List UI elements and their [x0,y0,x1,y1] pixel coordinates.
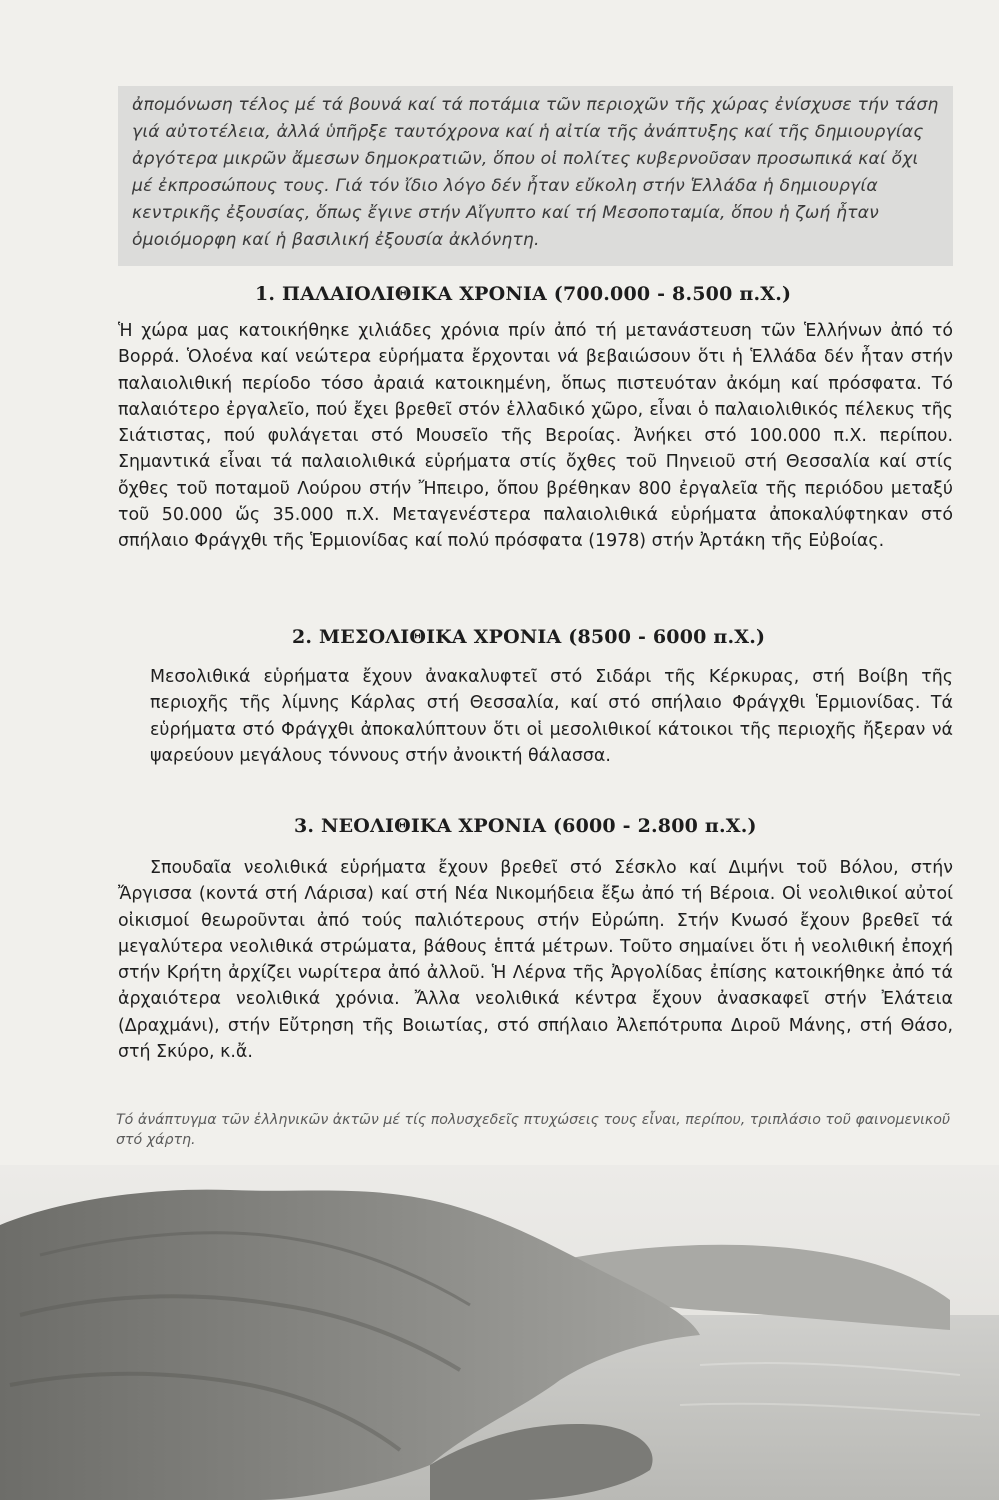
coastline-photo [0,1165,999,1500]
section-heading-neolithic: 3. ΝΕΟΛΙΘΙΚΑ ΧΡΟΝΙΑ (6000 - 2.800 π.Χ.) [294,815,757,837]
section-heading-paleolithic: 1. ΠΑΛΑΙΟΛΙΘΙΚΑ ΧΡΟΝΙΑ (700.000 - 8.500 π.Χ.) [255,283,792,305]
section-text-neolithic: Σπουδαῖα νεολιθικά εὑρήματα ἔχουν βρεθεῖ στό Σέσκλο καί Διμήνι τοῦ Βόλου, στήν Ἄργισσα (κοντά στή Λάρισα) καί στή Νέα Νικομήδεια ἔξω ἀπό τή Βέροια. Οἱ νεολιθικοί αὐτοί οἰκισμοί θεωροῦνται ἀπό τούς παλιότερους στήν Εὐρώπη. Στήν Κνωσό ἔχουν βρεθεῖ τά μεγαλύτερα νεολιθικά στρώματα, βάθους ἑπτά μέτρων. Τοῦτο σημαίνει ὅτι ἡ νεολιθική ἐποχή στήν Κρήτη ἀρχίζει νωρίτερα ἀπό ἀλλοῦ. Ἡ Λέρνα τῆς Ἀργολίδας ἐπίσης κατοικήθηκε ἀπό τά ἀρχαιότερα νεολιθικά χρόνια. Ἄλλα νεολιθικά κέντρα ἔχουν ἀνασκαφεῖ στήν Ἐλάτεια (Δραχμάνι), στήν Εὔτρηση τῆς Βοιωτίας, στό σπήλαιο Ἀλεπότρυπα Διροῦ Μάνης, στή Θάσο, στή Σκύρο, κ.ἄ. [118,858,953,1063]
section-heading-mesolithic: 2. ΜΕΣΟΛΙΘΙΚΑ ΧΡΟΝΙΑ (8500 - 6000 π.Χ.) [292,626,766,648]
section-text-paleolithic: Ἡ χώρα μας κατοικήθηκε χιλιάδες χρόνια πρίν ἀπό τή μετανάστευση τῶν Ἑλλήνων ἀπό τό Βορρά. Ὁλοένα καί νεώτερα εὑρήματα ἔρχονται νά βεβαιώσουν ὅτι ἡ Ἑλλάδα δέν ἦταν στήν παλαιολιθική περίοδο τόσο ἀραιά κατοικημένη, ὅπως πιστευόταν ἀκόμη καί πρόσφατα. Τό παλαιότερο ἐργαλεῖο, πού ἔχει βρεθεῖ στόν ἑλλαδικό χῶρο, εἶναι ὁ παλαιολιθικός πέλεκυς τῆς Σιάτιστας, πού φυλάγεται στό Μουσεῖο τῆς Βεροίας. Ἀνήκει στό 100.000 π.Χ. περίπου. Σημαντικά εἶναι τά παλαιολιθικά εὑρήματα στίς ὄχθες τοῦ Πηνειοῦ στή Θεσσαλία καί στίς ὄχθες τοῦ ποταμοῦ Λούρου στήν Ἤπειρο, ὅπου βρέθηκαν 800 ἐργαλεῖα τῆς περιόδου μεταξύ τοῦ 50.000 ὥς 35.000 π.Χ. Μεταγενέστερα παλαιολιθικά εὑρήματα ἀποκαλύφτηκαν στό σπήλαιο Φράγχθι τῆς Ἑρμιονίδας καί πολύ πρόσφατα (1978) στήν Ἀρτάκη τῆς Εὐβοίας. [118,321,953,552]
photo-caption: Τό ἀνάπτυγμα τῶν ἑλληνικῶν ἀκτῶν μέ τίς πολυσχεδεῖς πτυχώσεις τους εἶναι, περίπου, τριπλάσιο τοῦ φαινομενικοῦ στό χάρτη. [116,1112,951,1148]
section-text-mesolithic: Μεσολιθικά εὑρήματα ἔχουν ἀνακαλυφτεῖ στό Σιδάρι τῆς Κέρκυρας, στή Βοίβη τῆς περιοχῆς τῆς λίμνης Κάρλας στή Θεσσαλία, καί στό σπήλαιο Φράγχθι Ἑρμιονίδας. Τά εὑρήματα στό Φράγχθι ἀποκαλύπτουν ὅτι οἱ μεσολιθικοί κάτοικοι τῆς περιοχῆς ἤξεραν νά ψαρεύουν μεγάλους τόννους στήν ἀνοικτή θάλασσα. [150,667,953,766]
intro-paragraph: ἀπομόνωση τέλος μέ τά βουνά καί τά ποτάμια τῶν περιοχῶν τῆς χώρας ἐνίσχυσε τήν τάση γιά αὐτοτέλεια, ἀλλά ὑπῆρξε ταυτόχρονα καί ἡ αἰτία τῆς ἀνάπτυξης καί τῆς δημιουργίας ἀργότερα μικρῶν ἄμεσων δημοκρατιῶν, ὅπου οἱ πολίτες κυβερνοῦσαν προσωπικά καί ὄχι μέ ἐκπροσώπους τους. Γιά τόν ἴδιο λόγο δέν ἦταν εὔκολη στήν Ἑλλάδα ἡ δημιουργία κεντρικῆς ἐξουσίας, ὅπως ἔγινε στήν Αἴγυπτο καί τή Μεσοποταμία, ὅπου ἡ ζωή ἦταν ὁμοιόμορφη καί ἡ βασιλική ἐξουσία ἀκλόνητη. [132,95,939,250]
intro-box [118,86,953,266]
